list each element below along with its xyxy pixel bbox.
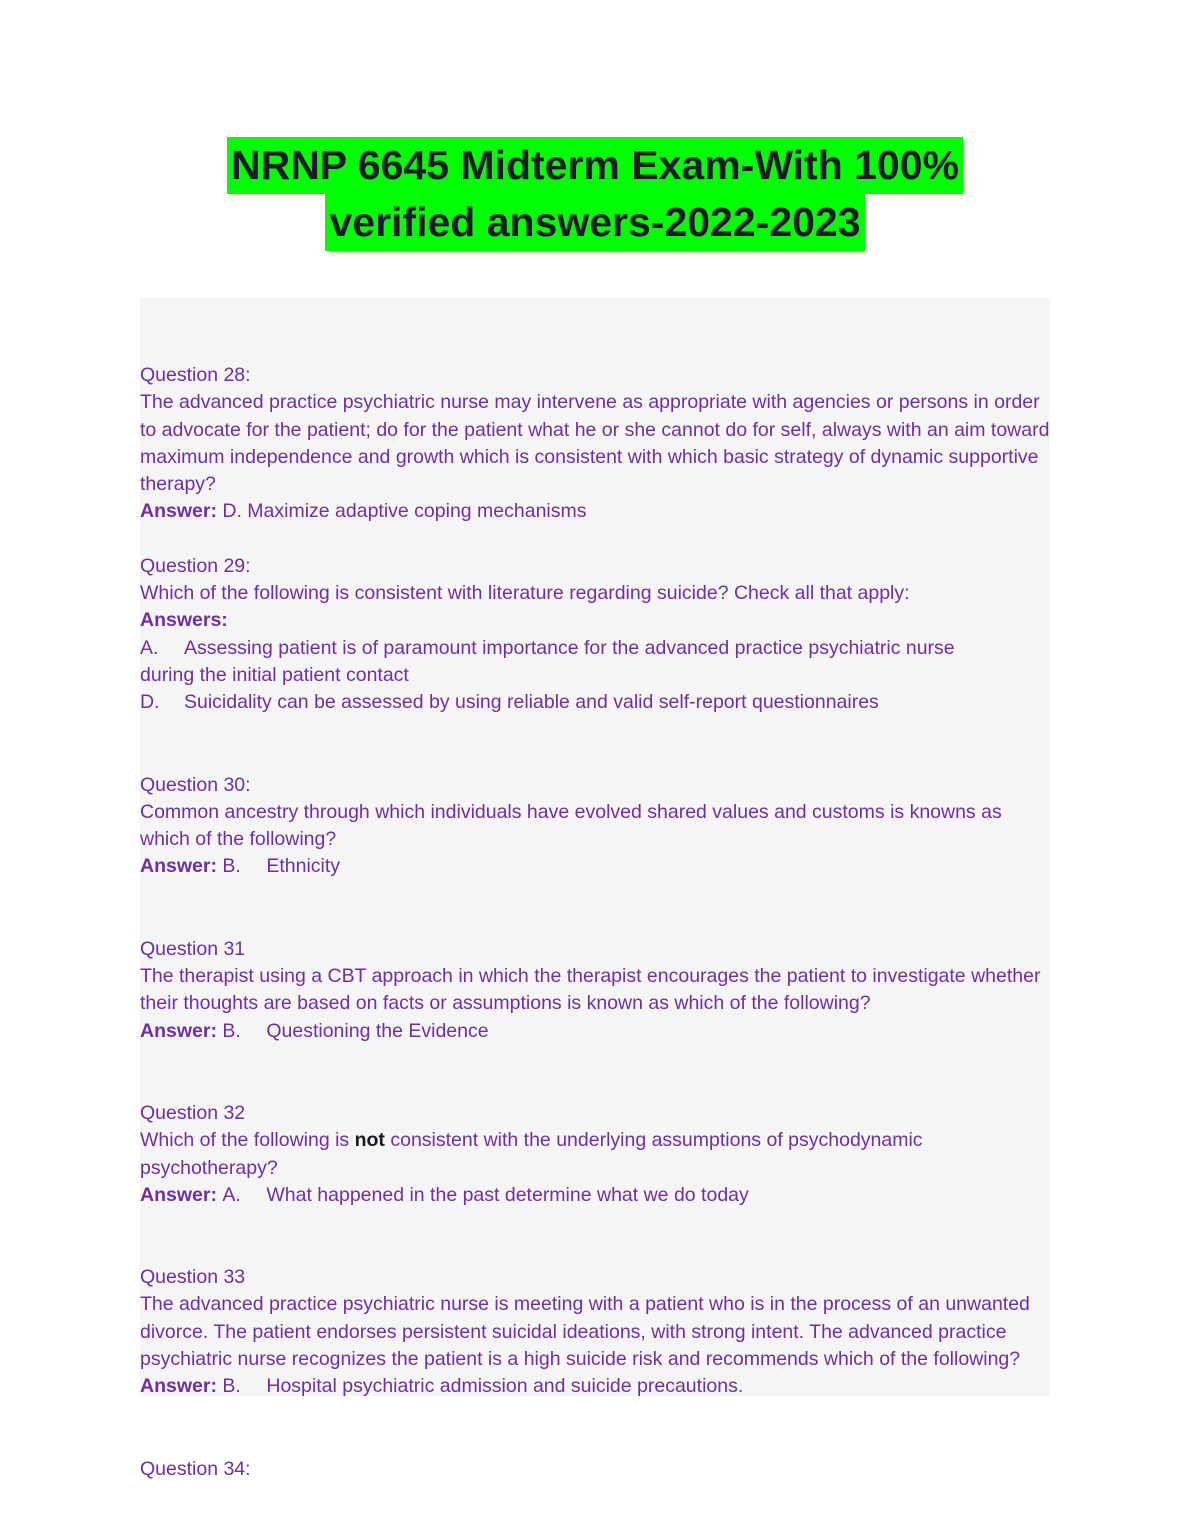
title-line-1: NRNP 6645 Midterm Exam-With 100% (227, 137, 963, 194)
option-letter: D. (140, 691, 160, 714)
question-text: Which of the following is consistent with literature regarding suicide? Check all that apply: (140, 582, 910, 605)
emphasis-not: not (354, 1129, 385, 1152)
answer-label: Answer: (140, 855, 217, 878)
answer-letter: B. (222, 1019, 241, 1042)
question-text-part: consistent with the underlying assumptions of psychodynamic psychotherapy? (140, 1129, 923, 1179)
question-label: Question 30: (140, 773, 251, 796)
answer-label: Answers: (140, 609, 228, 632)
option-text: Suicidality can be assessed by using reliable and valid self-report questionnaires (184, 691, 879, 714)
answer-label: Answer: (140, 1375, 217, 1398)
question-label: Question 31 (140, 937, 246, 960)
question-34 (140, 1456, 1050, 1483)
answer-line (140, 853, 1050, 880)
answer-text: Ethnicity (266, 855, 341, 878)
answer-letter: B. (222, 855, 241, 878)
questions-content (140, 362, 1050, 1483)
option-letter: A. (140, 636, 159, 659)
question-text: Common ancestry through which individuals have evolved shared values and customs is knowns as which of the following? (140, 800, 1002, 851)
question-text: The therapist using a CBT approach in which the therapist encourages the patient to investigate whether their thoughts are based on facts or assumptions is known as which of the following? (140, 965, 1041, 1015)
answer-line (140, 1182, 1050, 1209)
question-label: Question 33 (140, 1266, 246, 1289)
title-line-2: verified answers-2022-2023 (325, 194, 864, 251)
answer-letter: A. (222, 1183, 241, 1206)
answer-text: Questioning the Evidence (266, 1019, 489, 1042)
answer-label: Answer: (140, 1019, 217, 1042)
answer-text: D. Maximize adaptive coping mechanisms (222, 500, 587, 523)
question-30 (140, 772, 1050, 881)
document-title (0, 137, 1190, 251)
question-text: The advanced practice psychiatric nurse may intervene as appropriate with agencies or persons in order to advocate for the patient; do for the patient what he or she cannot do for self, always with an aim toward maximum independence and growth which is consistent with which basic strategy of dynamic supportive therapy? (140, 391, 1050, 496)
option-text: Assessing patient is of paramount importance for the advanced practice psychiatric nurse (184, 636, 955, 659)
answer-line (140, 1018, 1050, 1045)
answer-option-continued: during the initial patient contact (140, 663, 409, 686)
question-text (140, 1127, 1050, 1182)
question-28 (140, 362, 1050, 526)
question-label: Question 28: (140, 364, 251, 386)
question-label: Question 29: (140, 554, 251, 577)
question-text-part: Which of the following is (140, 1129, 355, 1152)
answer-text: Hospital psychiatric admission and suicide precautions. (266, 1375, 744, 1398)
question-29 (140, 553, 1050, 717)
question-text: The advanced practice psychiatric nurse is meeting with a patient who is in the process of an unwanted divorce. The patient endorses persistent suicidal ideations, with strong intent. The advanced practice psychiatric nurse recognizes the patient is a high suicide risk and recommends which of the following? (140, 1293, 1030, 1371)
question-31 (140, 936, 1050, 1045)
question-label: Question 32 (140, 1101, 246, 1124)
answer-line (140, 498, 1050, 525)
question-32 (140, 1100, 1050, 1209)
answer-letter: B. (222, 1375, 241, 1398)
answer-text: What happened in the past determine what we do today (266, 1183, 749, 1206)
question-33 (140, 1264, 1050, 1400)
answer-label: Answer: (140, 1183, 217, 1206)
answer-option (140, 689, 1050, 716)
answer-line (140, 1373, 1050, 1400)
answer-label: Answer: (140, 500, 217, 523)
question-label: Question 34: (140, 1457, 251, 1480)
answer-option (140, 635, 1050, 662)
